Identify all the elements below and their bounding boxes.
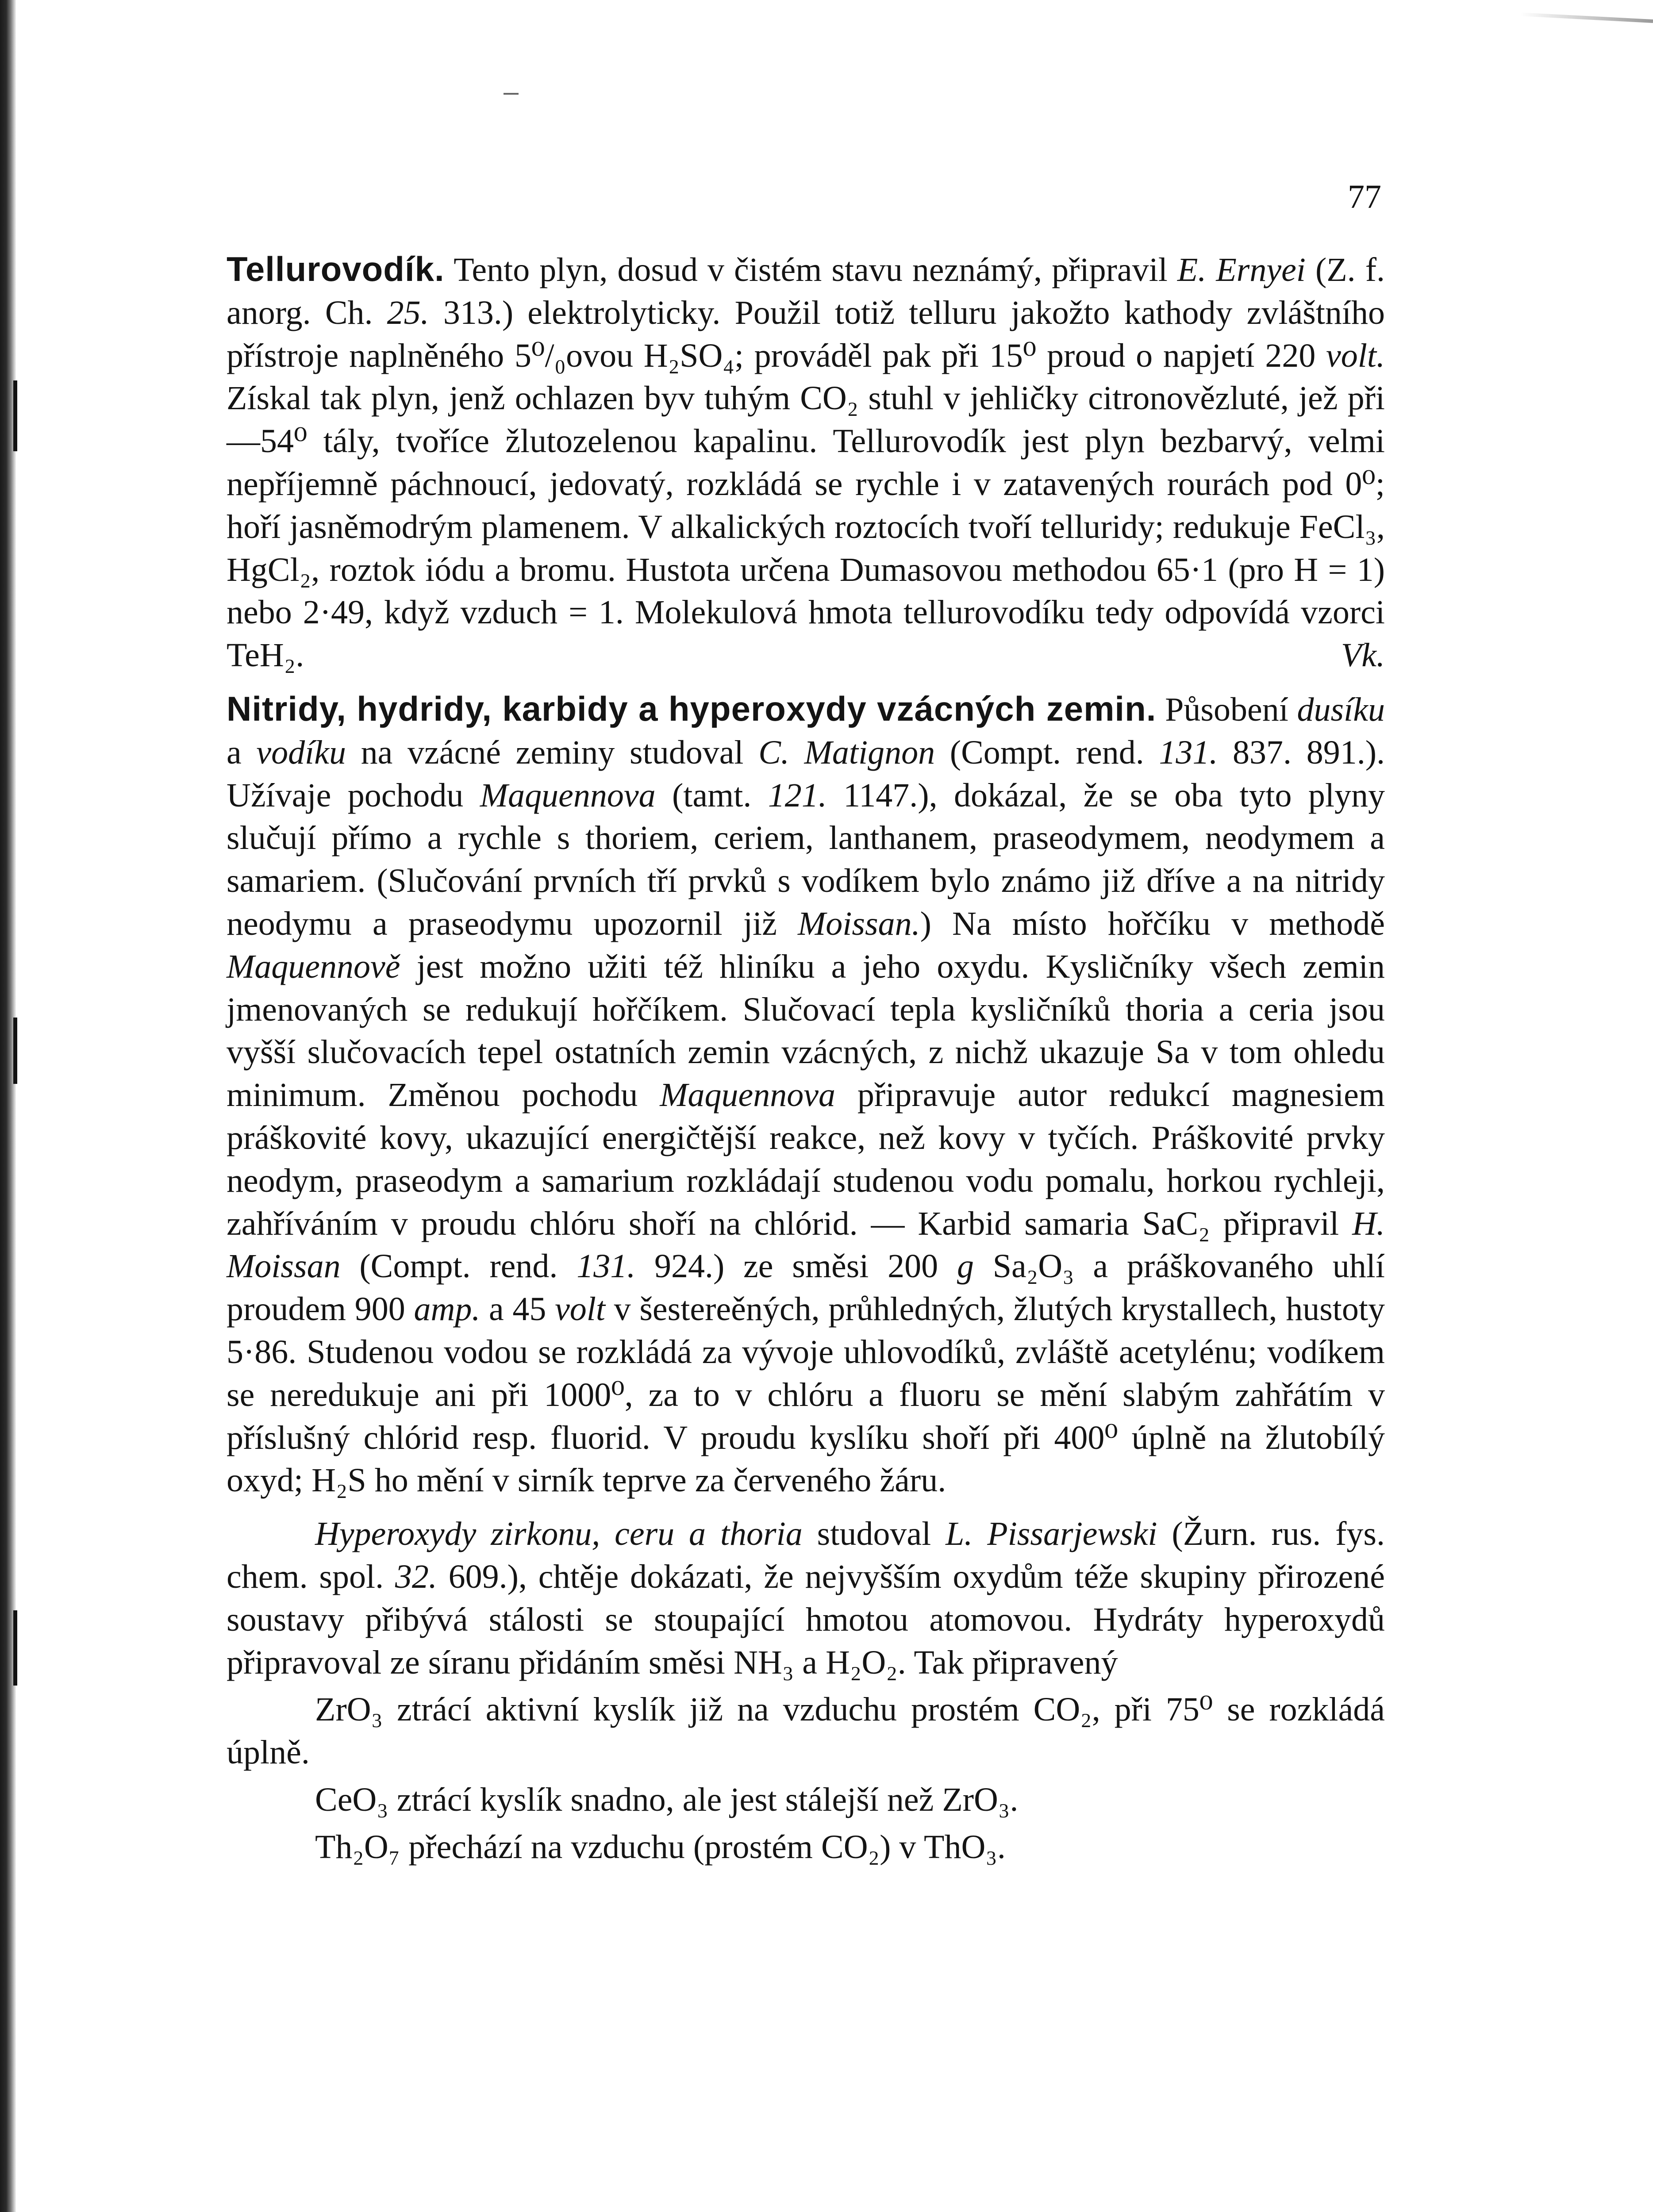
author-name: H. Moissan — [227, 1205, 1385, 1285]
paragraph-text: a — [227, 733, 257, 771]
page-number: 77 — [1348, 178, 1381, 215]
binding-mark — [13, 1018, 17, 1084]
author-name: Maquennově — [227, 948, 400, 985]
paragraph-text: (tamt. — [655, 776, 768, 814]
paragraph-text: na vzácné zeminy studoval — [346, 733, 759, 771]
author-signature: Vk. — [1341, 637, 1385, 674]
paragraph-text: 837. 891.). Užívaje pochodu — [227, 733, 1385, 814]
author-name: Maquennova — [480, 776, 656, 814]
author-name: E. Ernyei — [1177, 251, 1306, 288]
section-heading: Tellurovodík. — [227, 250, 445, 288]
compound-line: CeO₃ ztrácí kyslík snadno, ale jest stálejší než ZrO₃. — [315, 1781, 1019, 1818]
paragraph-text: a 45 — [480, 1290, 555, 1328]
binding-mark — [13, 380, 17, 451]
paragraph-text: jest možno užiti též hliníku a jeho oxydu. Kysličníky všech zemin jmenovaných se redukují hořčíkem. Slučovací tepla kysličníků thoria a ceria jsou vyšší slučovacích tepel ostatních zemin vzácných, z nichž ukazuje Sa v tom ohledu minimum. Změnou pochodu — [227, 948, 1385, 1114]
unit-text: volt. — [1326, 337, 1385, 374]
emphasis-term: vodíku — [256, 733, 346, 771]
paragraph-text: Sa₂O₃ a práškovaného uhlí proudem 900 — [227, 1248, 1385, 1328]
paragraph-text: Tento plyn, dosud v čistém stavu neznámý, připravil — [444, 251, 1177, 288]
paragraph-text: (Žurn. rus. fys. chem. spol. — [227, 1515, 1385, 1595]
paragraph-text: 313.) elektrolyticky. Použil totiž telluru jakožto kathody zvláštního přístroje naplněného 5⁰/₀ovou H₂SO₄; prováděl pak při 15⁰ proud o napjetí 220 — [227, 294, 1385, 374]
scan-corner-mark — [1520, 12, 1653, 23]
paragraph-tellurovodik — [227, 248, 1385, 677]
paragraph-text: studoval — [802, 1515, 946, 1553]
paragraph-text: Získal tak plyn, jenž ochlazen byv tuhým CO₂ stuhl v jehličky citronovězluté, jež při —54⁰ tály, tvoříce žlutozelenou kapalinu. Tellurovodík jest plyn bezbarvý, velmi nepříjemně páchnoucí, jedovatý, rozkládá se rychle i v zatavených rourách pod 0⁰; hoří jasněmodrým plamenem. V alkalických roztocích tvoří telluridy; redukuje FeCl₃, HgCl₂, roztok iódu a bromu. Hustota určena Dumasovou methodou 65·1 (pro H = 1) nebo 2·49, když vzduch = 1. Molekulová hmota tellurovodíku tedy odpovídá vzorci TeH₂. — [227, 380, 1385, 674]
volume-number: 121. — [768, 776, 827, 814]
paragraph-text: (Compt. rend. — [340, 1248, 577, 1285]
unit-text: volt — [555, 1290, 606, 1328]
paragraph-text: 924.) ze směsi 200 — [635, 1248, 957, 1285]
paragraph-text: (Compt. rend. — [935, 733, 1159, 771]
paragraph-nitridy — [227, 687, 1385, 1502]
volume-number: 32. — [395, 1558, 437, 1595]
author-name: Moissan. — [798, 905, 920, 942]
binding-mark — [13, 1610, 17, 1686]
author-name: Maquennova — [660, 1076, 835, 1114]
paragraph-text: v šestereěných, průhledných, žlutých krystallech, hustoty 5·86. Studenou vodou se rozkládá za vývoje uhlovodíků, zvláště acetylénu; vodíkem se neredukuje ani při 1000⁰, za to v chlóru a fluoru se mění slabým zahřátím v příslušný chlórid resp. fluorid. V proudu kyslíku shoří při 400⁰ úplně na žlutobílý oxyd; H₂S ho mění v sirník teprve za červeného žáru. — [227, 1290, 1385, 1499]
paragraph-text: ) Na místo hořčíku v methodě — [920, 905, 1385, 942]
paragraph-hyperoxydy — [227, 1513, 1385, 1684]
paragraph-text: připravuje autor redukcí magnesiem práškovité kovy, ukazující energičtější reakce, než kovy v tyčích. Práškovité prvky neodym, praseodym a samarium rozkládají studenou vodu pomalu, horkou rychleji, zahříváním v proudu chlóru shoří na chlórid. — Karbid samaria SaC₂ připravil — [227, 1076, 1385, 1242]
scan-dash-mark — [504, 93, 519, 95]
volume-number: 131. — [1159, 733, 1218, 771]
paragraph-text: 609.), chtěje dokázati, že nejvyšším oxydům téže skupiny přirozené soustavy přibývá stálosti se stoupající hmotou atomovou. Hydráty hyperoxydů připravoval ze síranu přidáním směsi NH₃ a H₂O₂. Tak připravený — [227, 1558, 1385, 1681]
section-heading: Nitridy, hydridy, karbidy a hyperoxydy vzácných zemin. — [227, 689, 1157, 728]
unit-text: g — [957, 1248, 974, 1285]
emphasis-term: Hyperoxydy zirkonu, ceru a thoria — [315, 1515, 803, 1553]
compound-line: ZrO₃ ztrácí aktivní kyslík již na vzduchu prostém CO₂, při 75⁰ se rozkládá úplně. — [227, 1691, 1385, 1771]
paragraph-text: Působení — [1156, 691, 1297, 728]
author-name: L. Pissarjewski — [946, 1515, 1157, 1553]
emphasis-term: dusíku — [1297, 691, 1385, 728]
paragraph-text: (Z. f. anorg. Ch. — [227, 251, 1385, 331]
unit-text: amp. — [414, 1290, 481, 1328]
author-name: C. Matignon — [758, 733, 935, 771]
paragraph-text: 1147.), dokázal, že se oba tyto plyny slučují přímo a rychle s thoriem, ceriem, lanthanem, praseodymem, neodymem a samariem. (Slučování prvních tří prvků s vodíkem bylo známo již dříve a na nitridy neodymu a praseodymu upozornil již — [227, 776, 1385, 942]
text-body — [227, 248, 1385, 1868]
volume-number: 131. — [577, 1248, 636, 1285]
binding-edge — [0, 0, 16, 2212]
compound-line: Th₂O₇ přechází na vzduchu (prostém CO₂) v ThO₃. — [315, 1828, 1006, 1866]
volume-number: 25. — [387, 294, 429, 331]
